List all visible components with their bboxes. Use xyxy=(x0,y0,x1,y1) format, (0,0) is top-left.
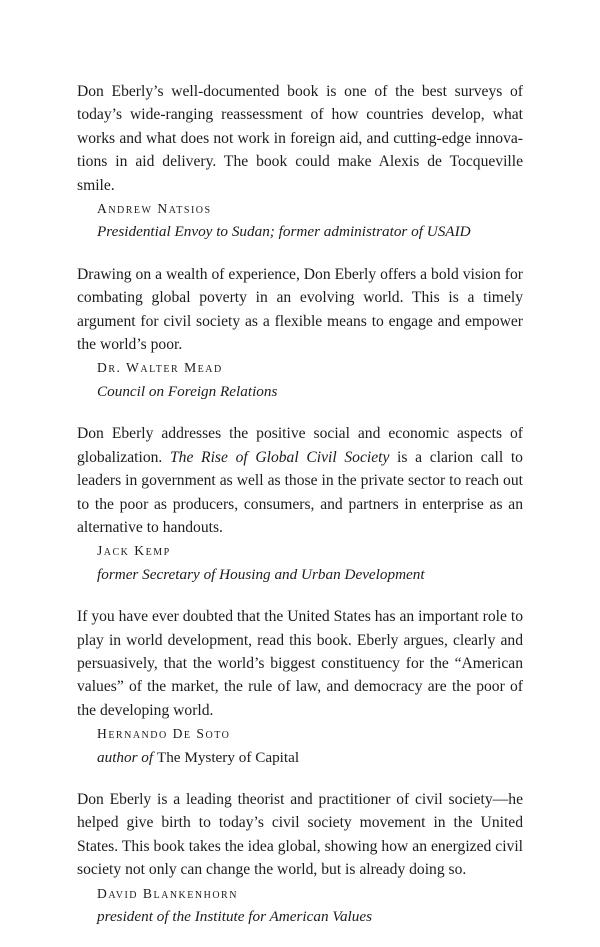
endorsements-page xyxy=(77,80,523,947)
endorsement-blankenhorn xyxy=(77,788,523,928)
endorsement-affiliation: Council on Foreign Relations xyxy=(97,382,278,400)
quote-text: is a clarion call to leaders in government as well as those in the private sector to reach out to the poor as producers, consumers, and partners in enterprise as an alternative to handouts. xyxy=(77,448,523,536)
endorsement-author: Dr. Walter Mead xyxy=(97,360,223,376)
affiliation-prefix: author of xyxy=(97,748,154,766)
book-title: The Mystery of Capital xyxy=(156,748,300,766)
endorsement-quote: Don Eberly is a leading theorist and practitioner of civil society—he helped give birth to today’s civil society movement in the United States. This book takes the idea global, showing how an energized civil society not only can change the world, but is already doing so. xyxy=(77,790,523,879)
book-title: The Rise of Global Civil Society xyxy=(169,448,390,466)
endorsement-author: David Blankenhorn xyxy=(97,885,238,901)
endorsement-natsios xyxy=(77,80,523,244)
endorsement-affiliation xyxy=(97,746,523,769)
endorsement-affiliation: president of the Institute for American Values xyxy=(97,908,373,925)
endorsement-affiliation: Presidential Envoy to Sudan; former administrator of USAID xyxy=(97,223,471,241)
endorsement-author: Jack Kemp xyxy=(97,543,171,559)
endorsement-quote xyxy=(77,422,523,539)
endorsement-desoto xyxy=(77,605,523,769)
endorsement-author: Andrew Natsios xyxy=(97,201,212,217)
endorsement-author: Hernando De Soto xyxy=(97,726,231,742)
endorsement-quote: Drawing on a wealth of experience, Don Eberly offers a bold vision for combating global poverty in an evolving world. This is a timely argument for civil society as a flexible means to engage and empower the world’s poor. xyxy=(77,265,523,354)
endorsement-affiliation: former Secretary of Housing and Urban Development xyxy=(97,565,425,583)
endorsement-quote: If you have ever doubted that the United States has an important role to play in world development, read this book. Eberly argues, clearly and persuasively, that the world’s biggest constituency for the “American values” of the market, the rule of law, and democracy are the poor of the developing world. xyxy=(77,608,523,719)
endorsement-kemp xyxy=(77,422,523,586)
quote-text: Don Eberly addresses the positive social and economic aspects of globalization. xyxy=(77,425,523,466)
endorsement-quote: Don Eberly’s well-documented book is one of the best surveys of today’s wide-ranging reassessment of how countries develop, what works and what does not work in foreign aid, and cutting-edge innova-tions in aid delivery. The book could make Alexis de Tocqueville smile. xyxy=(77,83,523,194)
endorsement-mead xyxy=(77,263,523,403)
